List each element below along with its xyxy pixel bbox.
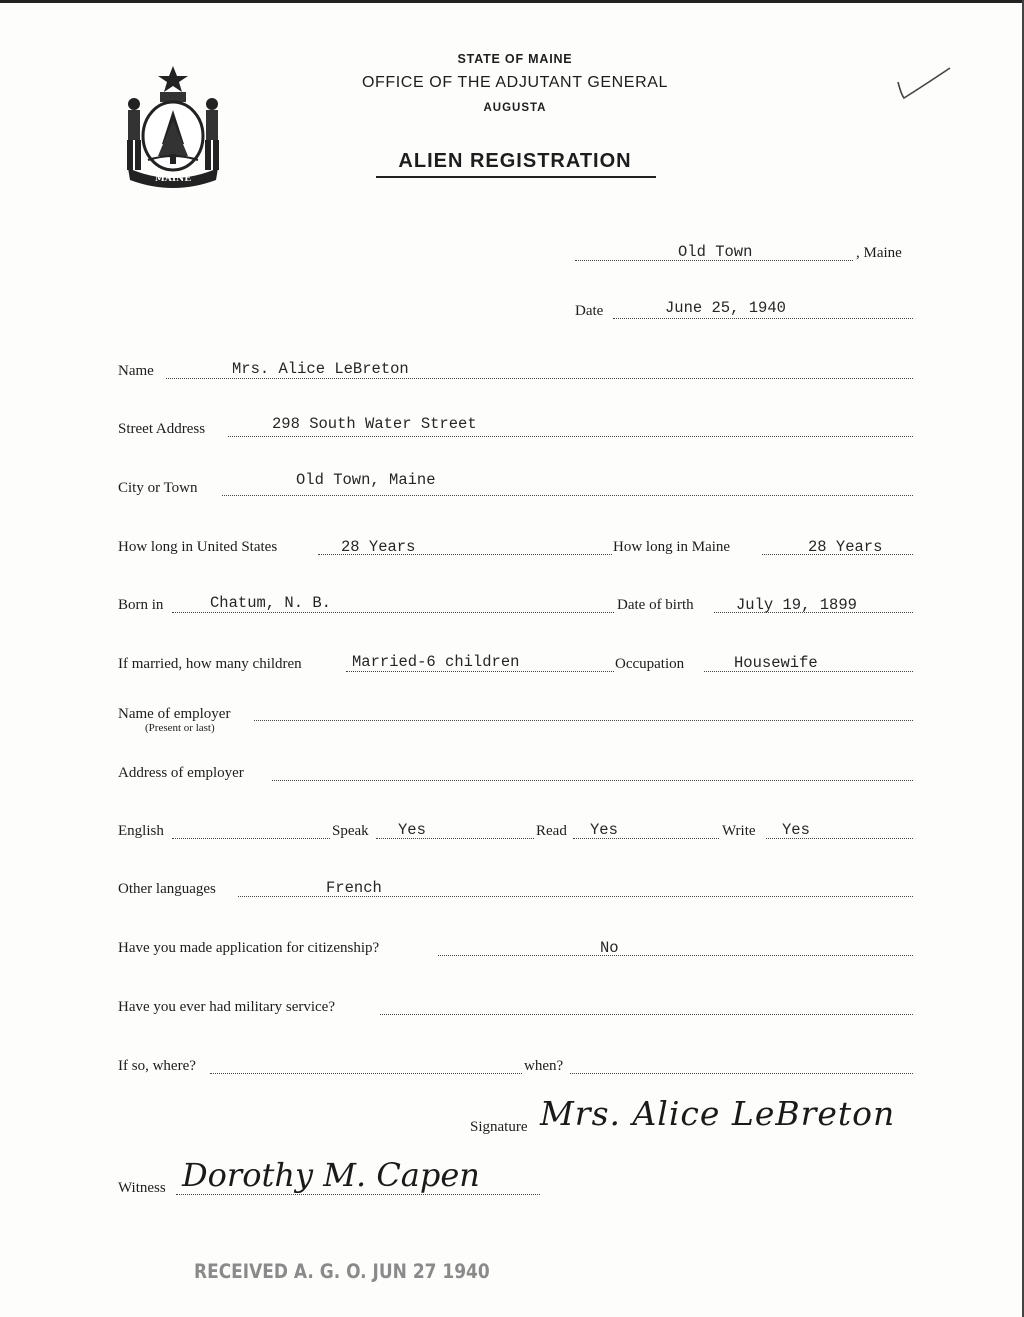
town-value: Old Town [678,243,753,261]
employer-sublabel: (Present or last) [145,722,215,734]
svg-text:MAINE: MAINE [154,174,192,184]
signature-value: Mrs. Alice LeBreton [540,1094,896,1133]
read-label: Read [536,823,567,839]
born-value: Chatum, N. B. [210,594,331,612]
born-label: Born in [118,597,164,613]
witness-value: Dorothy M. Capen [182,1156,480,1194]
occupation-label: Occupation [615,656,685,672]
street-line [228,436,913,437]
other-languages-label: Other languages [118,881,216,897]
when-line [570,1073,913,1074]
name-line [166,378,913,379]
date-value: June 25, 1940 [665,299,786,317]
read-value: Yes [590,821,618,839]
born-line [172,612,614,613]
witness-line [176,1194,540,1195]
us-value: 28 Years [341,538,416,556]
married-label: If married, how many children [118,656,302,672]
date-label: Date [575,303,604,319]
city-label: City or Town [118,480,198,496]
employer-line [254,720,913,721]
english-line [172,838,330,839]
office-heading: OFFICE OF THE ADJUTANT GENERAL [361,74,669,91]
where-label: If so, where? [118,1058,196,1074]
city-value: Old Town, Maine [296,471,436,489]
received-stamp: RECEIVED A. G. O. JUN 27 1940 [194,1260,490,1284]
page-border-top [0,0,1024,3]
maine-label: How long in Maine [613,539,731,555]
citizenship-value: No [600,939,619,957]
speak-label: Speak [332,823,369,839]
employer-address-line [272,780,913,781]
street-value: 298 South Water Street [272,415,477,433]
write-label: Write [722,823,756,839]
military-label: Have you ever had military service? [118,999,335,1015]
occupation-value: Housewife [734,654,818,672]
state-heading: STATE OF MAINE [457,52,573,66]
witness-label: Witness [118,1180,166,1196]
dob-label: Date of birth [617,597,694,613]
employer-address-label: Address of employer [118,765,244,781]
city-line [222,495,913,496]
check-mark-icon [892,64,956,104]
english-label: English [118,823,164,839]
married-value: Married-6 children [352,653,520,671]
when-label: when? [524,1058,564,1074]
where-line [210,1073,522,1074]
write-value: Yes [782,821,810,839]
speak-value: Yes [398,821,426,839]
form-title: ALIEN REGISTRATION [398,150,632,172]
military-line [380,1014,913,1015]
employer-label: Name of employer [118,706,231,722]
maine-value: 28 Years [808,538,883,556]
town-suffix: , Maine [856,245,902,261]
date-line [613,318,913,319]
city-heading: AUGUSTA [483,102,547,114]
name-value: Mrs. Alice LeBreton [232,360,409,378]
us-label: How long in United States [118,539,278,555]
street-label: Street Address [118,421,206,437]
dob-value: July 19, 1899 [736,596,857,614]
title-underline [376,176,656,178]
married-line [346,671,614,672]
citizenship-label: Have you made application for citizenship? [118,940,380,956]
citizenship-line [438,955,913,956]
other-languages-value: French [326,879,382,897]
signature-label: Signature [470,1119,528,1135]
name-label: Name [118,363,154,379]
